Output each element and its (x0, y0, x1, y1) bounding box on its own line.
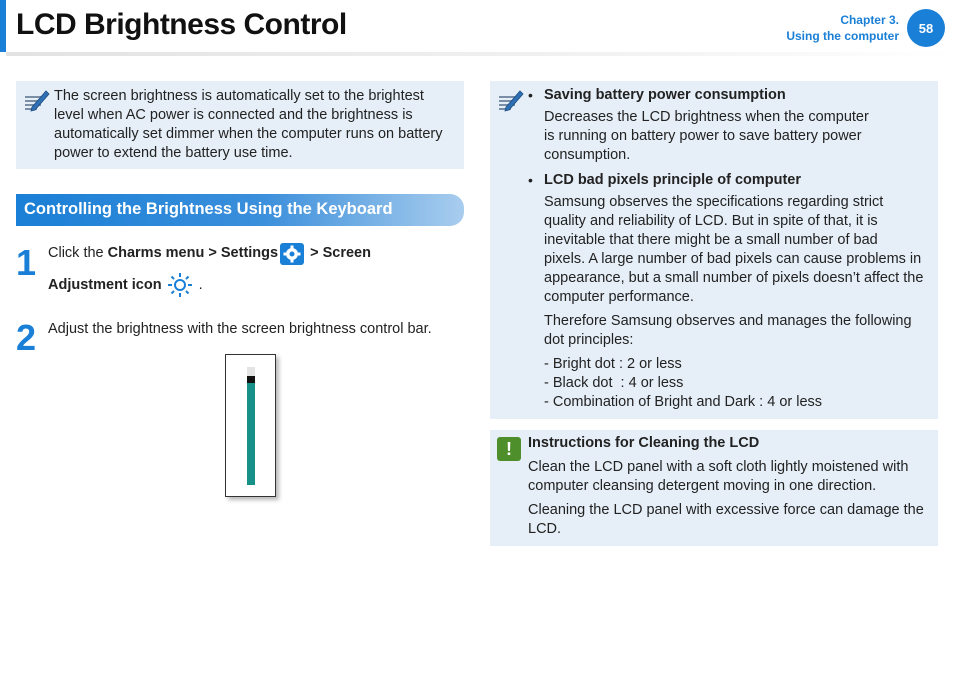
bullet-line: quality and reliability of LCD. But in spite of that, it is (544, 213, 878, 229)
bullet-line: pixels. A large number of bad pixels can cause problems in (544, 251, 922, 267)
bullet-title-battery: Saving battery power consumption (544, 87, 786, 103)
bullet-line: computer performance. (544, 289, 694, 305)
title-accent-bar (0, 0, 6, 52)
warning-line: Clean the LCD panel with a soft cloth lightly moistened with (528, 459, 909, 475)
bullet-line: consumption. (544, 147, 631, 163)
step-2-number: 2 (16, 317, 37, 358)
bullet-line: dot principles: (544, 332, 634, 348)
section-heading-text: Controlling the Brightness Using the Keyboard (24, 200, 393, 218)
page-header (0, 0, 954, 54)
bullet-line: is running on battery power to save battery power (544, 128, 862, 144)
page-title: LCD Brightness Control (16, 8, 347, 41)
chapter-label (786, 12, 899, 44)
dot-principle-item: - Bright dot : 2 or less (544, 356, 682, 372)
brightness-slider-thumb (247, 376, 255, 383)
step-1-separator: > (204, 245, 221, 261)
brightness-control-bar (225, 354, 276, 497)
bullet-line: Decreases the LCD brightness when the computer (544, 109, 869, 125)
bullet-line: appearance, but a small number of pixels doesn’t affect the (544, 270, 924, 286)
warning-line: computer cleansing detergent moving in one direction. (528, 478, 877, 494)
adjustment-icon-label: Adjustment icon (48, 276, 162, 293)
warning-title: Instructions for Cleaning the LCD (528, 435, 760, 451)
note-pencil-icon (496, 87, 524, 113)
bullet-dot: • (528, 87, 533, 103)
warning-line: Cleaning the LCD panel with excessive force can damage the (528, 502, 924, 518)
chapter-name: Using the computer (786, 29, 899, 43)
settings-label: Settings (220, 245, 279, 261)
note-box-brightness (16, 81, 464, 169)
bullet-line: Therefore Samsung observes and manages the following (544, 313, 912, 329)
section-heading (16, 194, 464, 226)
dot-principle-item: - Black dot : 4 or less (544, 375, 684, 391)
bullet-line: Samsung observes the specifications regarding strict (544, 194, 884, 210)
warning-line: LCD. (528, 521, 562, 537)
note-line: automatically set dimmer when the computer runs on battery (54, 126, 443, 142)
bullet-title-bad-pixels: LCD bad pixels principle of computer (544, 172, 802, 188)
brightness-sun-icon (165, 272, 195, 298)
bullet-line: inevitable that there might be a small number of bad (544, 232, 878, 248)
step-1-suffix: . (194, 276, 203, 293)
charms-menu-label: Charms menu (107, 245, 205, 261)
screen-label: Screen (322, 245, 371, 261)
note-pencil-icon (22, 87, 50, 113)
warning-exclamation-icon: ! (497, 437, 521, 461)
note-box-tips (490, 81, 938, 419)
step-1-number: 1 (16, 242, 37, 283)
step-1-prefix: Click the (48, 245, 108, 261)
note-line: level when AC power is connected and the brightness is (54, 107, 413, 123)
brightness-level-fill (247, 383, 255, 485)
settings-gear-icon (280, 243, 304, 265)
dot-principle-item: - Combination of Bright and Dark : 4 or less (544, 394, 823, 410)
brightness-track (247, 367, 255, 485)
note-line: power to extend the battery use time. (54, 145, 293, 161)
title-divider (6, 52, 954, 56)
page-number-badge: 58 (907, 9, 945, 47)
step-1-text (48, 243, 458, 299)
step-2-text: Adjust the brightness with the screen brightness control bar. (48, 321, 432, 337)
step-1-separator: > (306, 245, 323, 261)
chapter-number: Chapter 3. (840, 13, 899, 27)
bullet-dot: • (528, 172, 533, 188)
note-line: The screen brightness is automatically set to the brightest (54, 88, 424, 104)
